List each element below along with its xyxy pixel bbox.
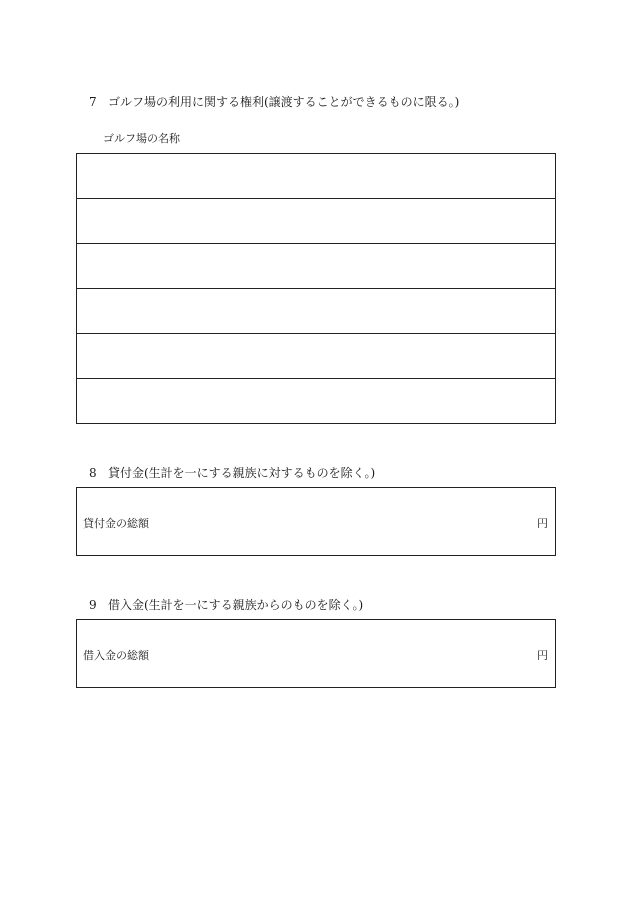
yen-unit: 円 xyxy=(537,517,548,530)
table-row xyxy=(77,154,556,199)
loan-receivable-total-label: 貸付金の総額 xyxy=(83,517,149,530)
section-9-title: 借入金(生計を一にする親族からのものを除く。) xyxy=(108,598,364,612)
section-8-title: 貸付金(生計を一にする親族に対するものを除く。) xyxy=(108,466,376,480)
section-9-heading xyxy=(89,596,363,613)
golf-course-name-cell[interactable] xyxy=(77,334,556,379)
golf-course-name-cell[interactable] xyxy=(77,289,556,334)
loan-receivable-total-box[interactable] xyxy=(76,487,556,556)
section-7-number: 7 xyxy=(89,95,97,109)
table-row xyxy=(77,289,556,334)
section-8-heading xyxy=(89,464,375,481)
golf-course-table xyxy=(76,153,556,424)
table-row xyxy=(77,379,556,424)
section-8-number: 8 xyxy=(89,466,97,480)
golf-course-name-cell[interactable] xyxy=(77,154,556,199)
section-7-title: ゴルフ場の利用に関する権利(譲渡することができるものに限る。) xyxy=(108,95,460,109)
table-row xyxy=(77,244,556,289)
table-row xyxy=(77,334,556,379)
golf-course-name-cell[interactable] xyxy=(77,379,556,424)
borrowing-total-label: 借入金の総額 xyxy=(83,649,149,662)
section-9-number: 9 xyxy=(89,598,97,612)
golf-course-name-label: ゴルフ場の名称 xyxy=(103,132,180,145)
section-7-heading xyxy=(89,93,459,110)
borrowing-total-box[interactable] xyxy=(76,619,556,688)
yen-unit: 円 xyxy=(537,649,548,662)
golf-course-name-cell[interactable] xyxy=(77,244,556,289)
golf-course-name-cell[interactable] xyxy=(77,199,556,244)
table-row xyxy=(77,199,556,244)
